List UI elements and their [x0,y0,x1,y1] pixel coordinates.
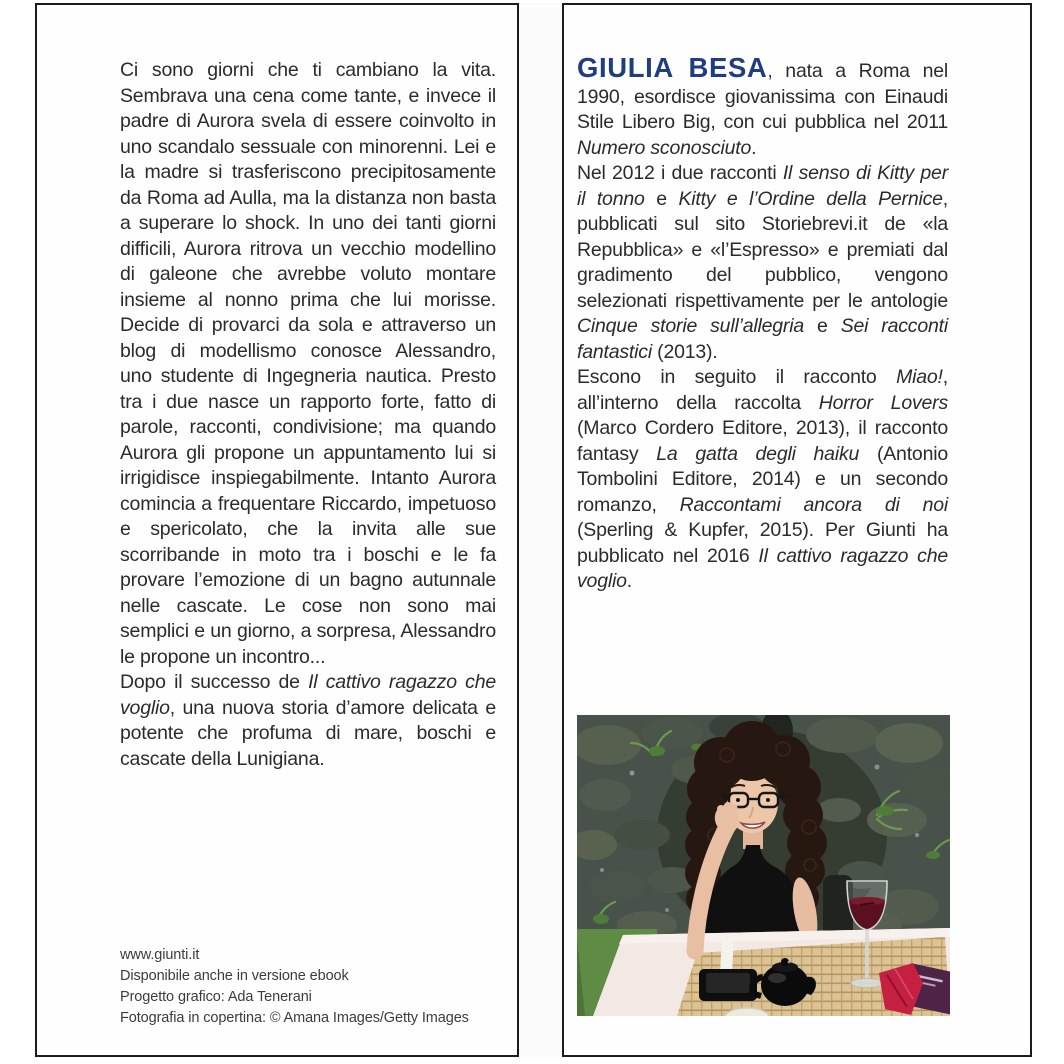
chopstick-sleeve [720,937,734,974]
text-run: , una nuova storia d’amore delicata e potente che profuma di mare, boschi e cascate della Lunigiana. [120,696,496,770]
text-run: Horror Lovers [818,391,948,414]
text-run: Miao! [896,366,943,388]
text-run: Il cattivo ragazzo che voglio [577,544,948,592]
left-eye [736,798,740,802]
text-run: , pubblicati sul sito Storiebrevi.it de «la Repubblica» e «l’Espresso» e premiati dal gradimento del pubblico, vengono selezionati rispettivamente per le antologie [577,187,949,312]
soy-dish [699,969,757,1001]
text-run: Raccontami ancora di noi [679,493,949,516]
left-flap [35,3,519,1057]
text-run: , [767,60,773,82]
text-run: , all’interno della raccolta [577,366,948,414]
text-run: e [644,187,679,210]
text-run: (Antonio Tombolini Editore, 2014) e un secondo romanzo, [577,442,948,516]
synopsis-text [120,58,496,772]
text-run: La gatta degli haiku [656,442,860,465]
author-bio-text [577,52,949,595]
paragraph [577,52,948,161]
text-run: . [751,136,757,159]
paragraph [577,365,948,595]
graphic-design-credit: Progetto grafico: Ada Tenerani [120,989,312,1005]
text-run: Il senso di Kitty per il tonno [577,162,948,210]
paragraph [120,670,496,772]
paragraph [577,161,948,365]
right-flap [562,3,1032,1057]
text-run: Cinque storie sull’allegria [577,315,804,337]
credits-block [120,945,469,1029]
right-eye [766,798,770,802]
publisher-url: www.giunti.it [120,947,200,963]
ebook-availability-note: Disponibile anche in versione ebook [120,968,349,984]
text-run: (Sperling & Kupfer, 2015). Per Giunti ha pubblicato nel 2016 [577,519,948,567]
text-run: Numero sconosciuto [577,136,752,159]
text-run: e [804,315,841,337]
cover-photo-credit: Fotografia in copertina: © Amana Images/Getty Images [120,1010,469,1026]
text-run: Dopo il successo de [120,671,309,693]
text-run: Il cattivo ragazzo che voglio [120,671,496,719]
text-run: Nel 2012 i due racconti [577,162,783,184]
author-photo [577,715,950,1016]
text-run: (Marco Cordero Editore, 2013), il racconto fantasy [577,417,948,465]
author-name: GIULIA BESA [577,52,768,83]
text-run: (2013). [651,340,718,363]
paragraph [120,58,496,670]
text-run: Escono in seguito il racconto [577,366,897,388]
text-run: Sei racconti fantastici [577,315,948,363]
text-run: . [626,570,632,592]
author-photo-illustration [577,715,950,1016]
text-run: Ci sono giorni che ti cambiano la vita. Sembrava una cena come tante, e invece il padre di Aurora svela di essere coinvolto in uno scandalo sessuale con minorenni. Lei e la madre si trasferiscono precipitosamente da Roma ad Aulla, ma la distanza non basta a superare lo shock. In uno dei tanti giorni difficili, Aurora ritrova un vecchio modellino di galeone che avrebbe voluto montare insieme al nonno prima che lui morisse. Decide di provarci da sola e attraverso un blog di modellismo conosce Alessandro, uno studente di Ingegneria nautica. Presto tra i due nasce un rapporto forte, fatto di parole, racconti, condivisione; ma quando Aurora gli propone un appuntamento lui si irrigidisce inspiegabilmente. Intanto Aurora comincia a frequentare Riccardo, impetuoso e spericolato, che la invita alle sue scorribande in moto tra i boschi e le fa provare l’emozione di un bagno autunnale nelle cascate. Le cose non sono mai semplici e un giorno, a sorpresa, Alessandro le propone un incontro... [120,59,496,668]
spine-gap [519,3,562,1057]
text-run: Kitty e l’Ordine della Pernice [678,187,943,210]
text-run: nata a Roma nel 1990, esordisce giovanissima con Einaudi Stile Libero Big, con cui pubblica nel 2011 [577,60,948,133]
